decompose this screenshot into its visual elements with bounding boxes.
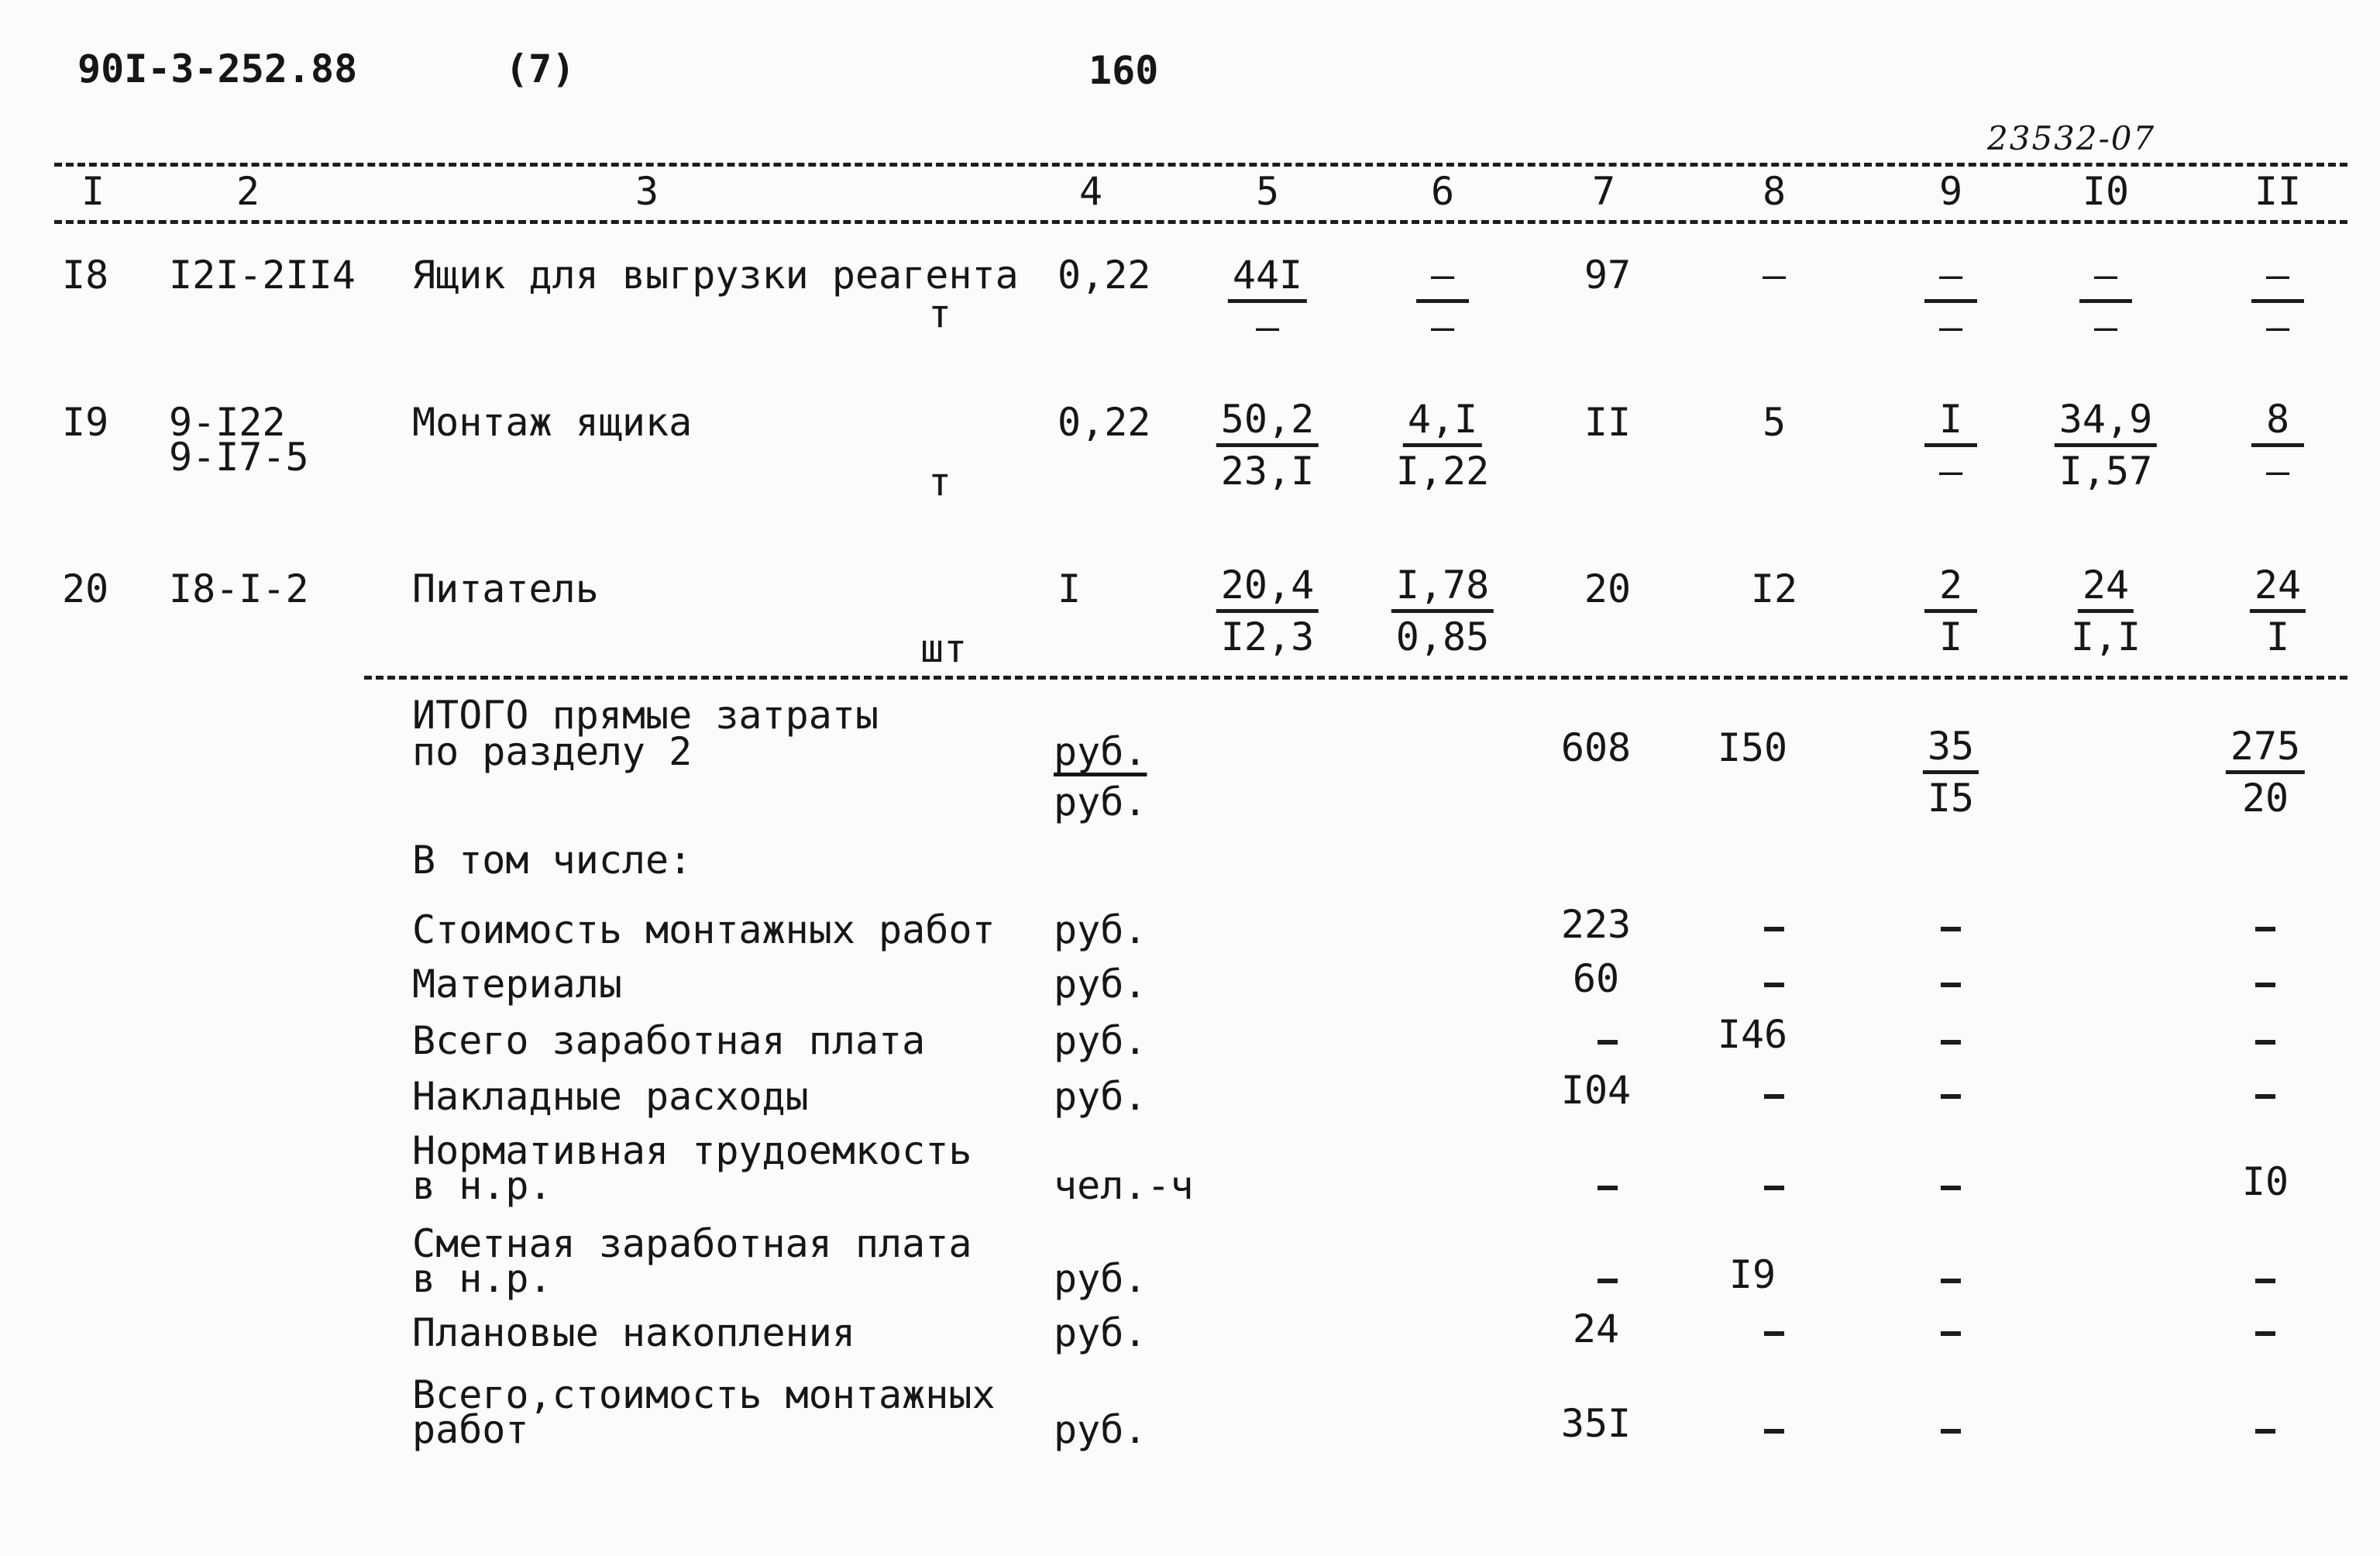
- frac-c5: $\frac{20,4}{I2,3}$: [1216, 566, 1319, 656]
- item-label: Нормативная трудоемкость: [412, 1128, 972, 1173]
- row-unit: т: [928, 291, 952, 336]
- row-qty: 0,22: [1058, 400, 1151, 445]
- total-c8: I50: [1717, 725, 1788, 770]
- row-qty: 0,22: [1058, 253, 1151, 298]
- total-c9: $\frac{35}{I5}$: [1923, 727, 1979, 818]
- item-label: Стоимость монтажных работ: [412, 907, 996, 952]
- row-name: Питатель: [412, 566, 599, 611]
- item-c11: I0: [2241, 1159, 2289, 1204]
- frac-c9: I –: [1924, 400, 1977, 491]
- item-label: Всего заработная плата: [412, 1018, 926, 1063]
- item-c11-dash: [2255, 1279, 2275, 1283]
- frac-c5: 44I –: [1228, 256, 1307, 346]
- item-unit: руб.: [1054, 1256, 1147, 1301]
- item-c9-dash: [1941, 1429, 1961, 1434]
- col-num: 7: [1591, 169, 1616, 214]
- frac-c10: $\frac{34,9}{I,57}$: [2055, 400, 2157, 491]
- item-unit: руб.: [1054, 907, 1147, 952]
- total-c7: 608: [1560, 725, 1632, 770]
- item-unit: руб.: [1054, 962, 1147, 1007]
- document-code: 90I-3-252.88: [77, 46, 358, 91]
- col-num: 4: [1078, 169, 1103, 214]
- item-label: Накладные расходы: [412, 1074, 809, 1119]
- row-code: I2I-2II4: [169, 253, 356, 298]
- item-c9-dash: [1941, 1331, 1961, 1336]
- item-c8-dash: [1764, 1186, 1784, 1190]
- frac-c6: $\frac{4,I}{I,22}$: [1395, 397, 1490, 494]
- col-num: 2: [236, 169, 260, 214]
- item-c9-dash: [1941, 983, 1961, 987]
- item-c8: I9: [1728, 1252, 1776, 1297]
- col-num: 9: [1938, 169, 1963, 214]
- row-number: I8: [62, 253, 109, 298]
- total-label-line1: ИТОГО прямые затраты: [412, 693, 879, 738]
- col-num: II: [2254, 169, 2302, 214]
- col-num: 3: [635, 169, 659, 214]
- item-label: Всего,стоимость монтажных: [412, 1372, 996, 1417]
- item-c7: 223: [1560, 902, 1632, 947]
- item-c8-dash: [1764, 1094, 1784, 1099]
- item-c11-dash: [2255, 1331, 2275, 1336]
- cell-c7: II: [1584, 400, 1632, 445]
- item-c11-dash: [2255, 1429, 2275, 1434]
- cell-c7: 97: [1584, 253, 1632, 298]
- item-c8-dash: [1764, 1429, 1784, 1434]
- item-unit: чел.-ч: [1054, 1163, 1194, 1208]
- item-c9-dash: [1941, 1094, 1961, 1099]
- col-num: I: [81, 169, 105, 214]
- total-unit-2: руб.: [1054, 780, 1147, 824]
- total-unit-1: руб.: [1054, 729, 1147, 774]
- cell-c8: I2: [1750, 566, 1798, 611]
- totals-rule: [364, 676, 2347, 680]
- row-code: I8-I-2: [169, 566, 309, 611]
- item-c11-dash: [2255, 927, 2275, 931]
- col-num: I0: [2082, 169, 2130, 214]
- frac-c11: – –: [2251, 256, 2304, 346]
- frac-c9: – –: [1924, 256, 1977, 346]
- item-unit: руб.: [1054, 1407, 1147, 1452]
- item-c7-dash: [1598, 1279, 1618, 1283]
- item-c8: I46: [1717, 1012, 1788, 1057]
- item-label-2: работ: [412, 1407, 529, 1452]
- col-num: 5: [1255, 169, 1280, 214]
- item-c7: 60: [1572, 956, 1620, 1001]
- item-c8-dash: [1764, 927, 1784, 931]
- cell-c8: 5: [1762, 400, 1787, 445]
- row-number: 20: [62, 566, 109, 611]
- item-c9-dash: [1941, 1040, 1961, 1045]
- row-code-2: 9-I7-5: [169, 435, 309, 480]
- frac-c6: – –: [1416, 256, 1469, 346]
- item-label: Материалы: [412, 962, 622, 1007]
- item-c8-dash: [1764, 1331, 1784, 1336]
- frac-c6: $\frac{I,78}{0,85}$: [1391, 566, 1494, 656]
- frac-c10: – –: [2079, 256, 2132, 346]
- item-c7-dash: [1598, 1040, 1618, 1045]
- including-label: В том числе:: [412, 838, 693, 883]
- item-unit: руб.: [1054, 1074, 1147, 1119]
- frac-c11: $\frac{24}{I}$: [2250, 566, 2306, 656]
- item-label-2: в н.р.: [412, 1256, 552, 1301]
- header-top-rule: [54, 163, 2347, 167]
- header-bottom-rule: [54, 220, 2347, 224]
- row-name: Ящик для выгрузки реагента: [412, 253, 1019, 298]
- item-c7: 35I: [1560, 1401, 1632, 1446]
- item-c9-dash: [1941, 1279, 1961, 1283]
- item-c8-dash: [1764, 983, 1784, 987]
- frac-c5: $\frac{50,2}{23,I}$: [1216, 400, 1319, 491]
- row-code: 9-I22: [169, 400, 286, 445]
- cell-c7: 20: [1584, 566, 1632, 611]
- total-label-line2: по разделу 2: [412, 729, 693, 774]
- item-c9-dash: [1941, 927, 1961, 931]
- col-num: 8: [1762, 169, 1787, 214]
- row-unit: шт: [920, 626, 968, 671]
- cell-c8: –: [1762, 253, 1787, 298]
- frac-c10: $\frac{24}{I,I}$: [2070, 563, 2141, 659]
- item-c7-dash: [1598, 1186, 1618, 1190]
- item-label: Плановые накопления: [412, 1310, 855, 1355]
- item-c7: 24: [1572, 1306, 1620, 1351]
- item-label: Сметная заработная плата: [412, 1221, 972, 1266]
- row-unit: т: [928, 460, 952, 504]
- total-c11: $\frac{275}{20}$: [2226, 727, 2305, 818]
- item-label-2: в н.р.: [412, 1163, 552, 1208]
- handwritten-stamp: 23532-07: [1987, 119, 2156, 157]
- sheet-number: (7): [505, 46, 576, 91]
- item-unit: руб.: [1054, 1310, 1147, 1355]
- item-c7: I04: [1560, 1068, 1632, 1113]
- col-num: 6: [1430, 169, 1455, 214]
- item-c11-dash: [2255, 1094, 2275, 1099]
- row-number: I9: [62, 400, 109, 445]
- row-qty: I: [1058, 566, 1082, 611]
- frac-c9: $\frac{2}{I}$: [1924, 566, 1977, 656]
- frac-c11: 8 –: [2251, 400, 2304, 491]
- item-c11-dash: [2255, 983, 2275, 987]
- item-unit: руб.: [1054, 1018, 1147, 1063]
- item-c11-dash: [2255, 1040, 2275, 1045]
- item-c9-dash: [1941, 1186, 1961, 1190]
- row-name: Монтаж ящика: [412, 400, 693, 445]
- page-number: 160: [1089, 48, 1159, 93]
